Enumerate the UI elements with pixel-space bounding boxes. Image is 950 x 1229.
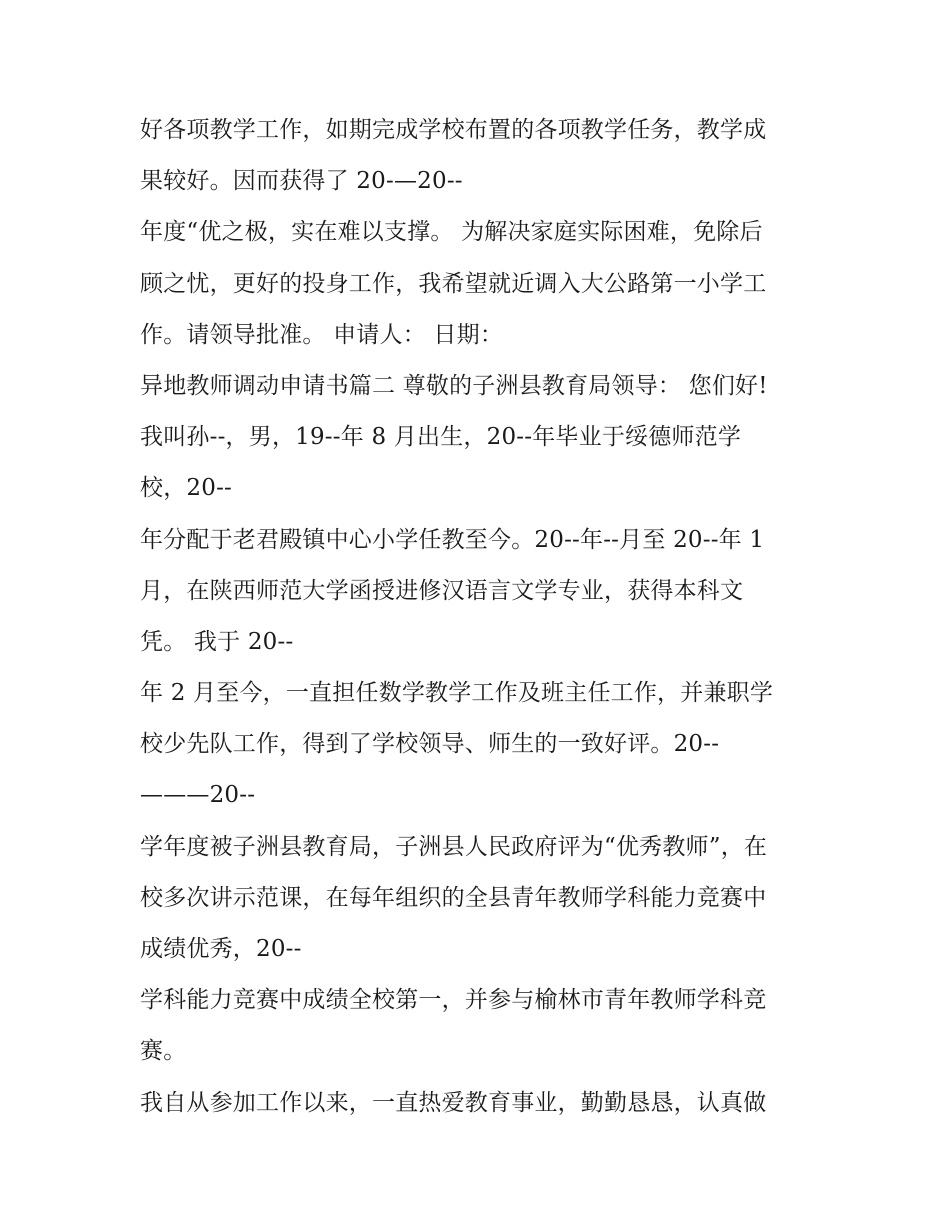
- text-line: 好各项教学工作，如期完成学校布置的各项教学任务，教学成: [140, 117, 767, 143]
- text-line: 校，20--: [140, 475, 233, 502]
- text-line: 校少先队工作，得到了学校领导、师生的一致好评。20--: [140, 731, 720, 758]
- text-line: 学年度被子洲县教育局，子洲县人民政府评为“优秀教师”，在: [140, 833, 768, 860]
- text-line: 顾之忧，更好的投身工作，我希望就近调入大公路第一小学工: [140, 270, 767, 297]
- text-line: 我自从参加工作以来，一直热爱教育事业，勤勤恳恳，认真做: [140, 1089, 767, 1116]
- text-line: 年度“优之极，实在难以支撑。 为解决家庭实际困难，免除后: [140, 219, 763, 246]
- text-line: 年分配于老君殿镇中心小学任教至今。20--年--月至 20--年 1: [140, 526, 765, 553]
- text-line: 成绩优秀，20--: [140, 936, 302, 962]
- text-line: 作。请领导批准。 申请人： 日期：: [140, 321, 504, 348]
- text-line: ———20--: [140, 782, 256, 809]
- text-line: 我叫孙--，男，19--年 8 月出生，20--年毕业于绥德师范学: [140, 424, 742, 451]
- text-line: 月，在陕西师范大学函授进修汉语言文学专业，获得本科文: [140, 577, 744, 604]
- text-line: 果较好。因而获得了 20-—20--: [140, 168, 463, 195]
- text-line: 年 2 月至今，一直担任数学教学工作及班主任工作，并兼职学: [140, 680, 774, 707]
- text-line: 异地教师调动申请书篇二 尊敬的子洲县教育局领导： 您们好!: [140, 372, 768, 399]
- text-line: 赛。: [140, 1038, 187, 1065]
- text-line: 校多次讲示范课，在每年组织的全县青年教师学科能力竞赛中: [140, 884, 767, 911]
- text-line: 学科能力竞赛中成绩全校第一，并参与榆林市青年教师学科竞: [140, 987, 767, 1014]
- text-line: 凭。 我于 20--: [140, 628, 294, 655]
- document-body: [140, 105, 820, 1129]
